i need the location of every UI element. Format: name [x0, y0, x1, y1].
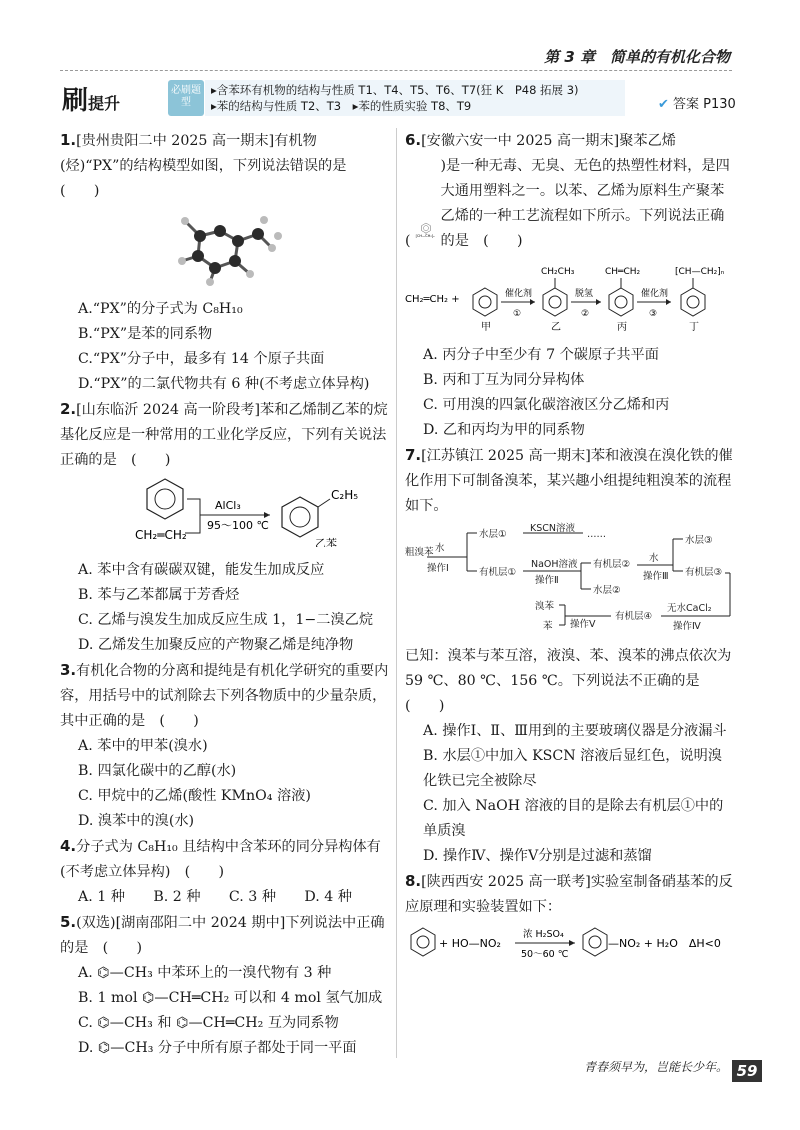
topic-tag: 必刷题型 — [168, 80, 204, 116]
question-stem: [安徽六安一中 2025 高一期末]聚苯乙烯 — [421, 133, 676, 149]
svg-text:[CH—CH₂]ₙ: [CH—CH₂]ₙ — [415, 234, 435, 239]
svg-text:脱氢: 脱氢 — [575, 289, 594, 299]
question-7 — [405, 443, 735, 869]
option-c: C. 可用溴的四氯化碳溶液区分乙烯和丙 — [423, 397, 670, 413]
svg-text:操作Ⅰ: 操作Ⅰ — [427, 563, 449, 574]
option-d: D. ⌬—CH₃ 分子中所有原子都处于同一平面 — [78, 1040, 357, 1056]
question-stem: [陕西西安 2025 高一联考]实验室制备硝基苯的反应原理和实验装置如下： — [405, 874, 733, 915]
question-stem: 分子式为 C₈H₁₀ 且结构中含苯环的同分异构体有(不考虑立体异构) ( ) — [60, 839, 381, 880]
question-number: 7. — [405, 446, 422, 464]
svg-text:有机层④: 有机层④ — [615, 611, 653, 622]
left-column — [60, 128, 390, 1061]
ethylene-formula: CH₂═CH₂ — [135, 528, 187, 542]
svg-text:有机层①: 有机层① — [479, 567, 517, 578]
bromobenzene-purification-flowchart — [405, 521, 735, 642]
question-stem: [江苏镇江 2025 高一期末]苯和液溴在溴化铁的催化作用下可制备溴苯，某兴趣小组提纯粗溴苯的流程如下。 — [405, 448, 733, 514]
svg-text:操作Ⅳ: 操作Ⅳ — [673, 621, 701, 632]
svg-text:操作Ⅱ: 操作Ⅱ — [535, 575, 559, 586]
question-number: 8. — [405, 872, 422, 890]
option-c: C. 乙烯与溴发生加成反应生成 1，1−二溴乙烷 — [78, 612, 374, 628]
svg-text:水: 水 — [435, 543, 445, 554]
svg-text:溴苯: 溴苯 — [535, 601, 555, 612]
option-a: A. ⌬—CH₃ 中苯环上的一溴代物有 3 种 — [78, 965, 332, 981]
svg-text:操作Ⅴ: 操作Ⅴ — [570, 619, 596, 630]
option-a: A. 丙分子中至少有 7 个碳原子共平面 — [423, 347, 659, 363]
px-ball-stick-model — [60, 206, 390, 295]
polystyrene-flowchart — [405, 256, 735, 341]
topic-item: ▸苯的结构与性质 T2、T3 ▸苯的性质实验 T8、T9 — [211, 99, 472, 113]
svg-text:水层③: 水层③ — [685, 535, 713, 546]
option-b: B. 水层①中加入 KSCN 溶液后显红色，说明溴化铁已完全被除尽 — [423, 748, 723, 789]
question-stem: [贵州贵阳二中 2025 高一期末]有机物(烃)“PX”的结构模型如图，下列说法错误的是 ( ) — [60, 133, 361, 199]
logo-small: 提升 — [88, 94, 121, 113]
svg-text:水层②: 水层② — [593, 585, 621, 596]
svg-text:NaOH溶液: NaOH溶液 — [531, 559, 578, 570]
question-1 — [60, 128, 390, 397]
question-stem: (双选)[湖南邵阳二中 2024 期中]下列说法中正确的是 ( ) — [60, 915, 385, 956]
svg-text:丙: 丙 — [617, 322, 627, 332]
svg-text:催化剂: 催化剂 — [641, 289, 669, 299]
svg-text:—NO₂ + H₂O ΔH<0: —NO₂ + H₂O ΔH<0 — [608, 937, 721, 950]
option-b: B.“PX”是苯的同系物 — [78, 326, 213, 342]
option-a: A. 苯中含有碳碳双键，能发生加成反应 — [78, 562, 325, 578]
chapter-title: 第 3 章 简单的有机化合物 — [544, 48, 730, 66]
svg-text:乙: 乙 — [551, 322, 561, 332]
column-divider — [396, 128, 397, 1058]
right-column — [405, 128, 735, 977]
option-c: C. 甲烷中的乙烯(酸性 KMnO₄ 溶液) — [78, 788, 311, 804]
svg-text:[CH—CH₂]ₙ: [CH—CH₂]ₙ — [675, 267, 725, 277]
svg-text:苯: 苯 — [543, 621, 553, 632]
svg-text:有机层③: 有机层③ — [685, 567, 723, 578]
question-stem: [山东临沂 2024 高一阶段考]苯和乙烯制乙苯的烷基化反应是一种常用的工业化学反应，下列有关说法正确的是 ( ) — [60, 402, 388, 468]
option-b: B. 四氯化碳中的乙醇(水) — [78, 763, 237, 779]
svg-text:CH₂CH₃: CH₂CH₃ — [541, 267, 575, 277]
reagent-label: AlCl₃ — [215, 499, 241, 512]
svg-text:CH═CH₂: CH═CH₂ — [605, 267, 641, 277]
check-icon: ✔ — [658, 97, 669, 112]
option-d: D.“PX”的二氯代物共有 6 种(不考虑立体异构) — [78, 376, 370, 392]
option-c: C. ⌬—CH₃ 和 ⌬—CH═CH₂ 互为同系物 — [78, 1015, 339, 1031]
option-b: B. 苯与乙苯都属于芳香烃 — [78, 587, 240, 603]
option-d: D. 乙和丙均为甲的同系物 — [423, 422, 585, 438]
nitration-equation — [405, 922, 735, 975]
topic-item: ▸含苯环有机物的结构与性质 T1、T4、T5、T6、T7(狂 K P48 拓展 3) — [211, 83, 579, 97]
question-number: 1. — [60, 131, 77, 149]
question-6 — [405, 128, 735, 443]
question-number: 6. — [405, 131, 422, 149]
svg-text:有机层②: 有机层② — [593, 559, 631, 570]
question-number: 3. — [60, 661, 77, 679]
question-stem-cont: )是一种无毒、无臭、无色的热塑性材料，是四大通用塑料之一。以苯、乙烯为原料生产聚苯乙烯的一种工艺流程如下所示。下列说法正确的是 ( ) — [440, 158, 730, 249]
question-stem: 有机化合物的分离和提纯是有机化学研究的重要内容，用括号中的试剂除去下列各物质中的少量杂质，其中正确的是 ( ) — [60, 663, 389, 729]
question-number: 5. — [60, 913, 77, 931]
logo-big: 刷 — [62, 86, 89, 116]
answer-ref: ✔ 答案 P130 — [658, 97, 736, 112]
question-number: 2. — [60, 400, 77, 418]
option-c: C. 加入 NaOH 溶液的目的是除去有机层①中的单质溴 — [423, 798, 724, 839]
svg-text:+ HO—NO₂: + HO—NO₂ — [439, 937, 501, 950]
question-5 — [60, 910, 390, 1061]
option-d: D. 乙烯发生加聚反应的产物聚乙烯是纯净物 — [78, 637, 354, 653]
product-name: 乙苯 — [315, 537, 337, 547]
svg-text:水: 水 — [649, 553, 659, 564]
option-c: C.“PX”分子中，最多有 14 个原子共面 — [78, 351, 325, 367]
svg-text:CH₂═CH₂ +: CH₂═CH₂ + — [405, 294, 460, 305]
footer-motto: 青春须早为，岂能长少年。 — [583, 1060, 728, 1074]
svg-text:催化剂: 催化剂 — [505, 289, 533, 299]
option-a: A.“PX”的分子式为 C₈H₁₀ — [78, 301, 243, 317]
svg-text:浓 H₂SO₄: 浓 H₂SO₄ — [523, 929, 564, 940]
svg-text:……: …… — [587, 529, 606, 540]
svg-text:KSCN溶液: KSCN溶液 — [530, 523, 575, 534]
question-8 — [405, 869, 735, 975]
svg-text:①: ① — [513, 309, 522, 319]
options-row: A. 1 种 B. 2 种 C. 3 种 D. 4 种 — [78, 889, 352, 905]
option-a: A. 操作Ⅰ、Ⅱ、Ⅲ用到的主要玻璃仪器是分液漏斗 — [423, 723, 727, 739]
ethyl-group: C₂H₅ — [331, 488, 359, 502]
option-a: A. 苯中的甲苯(溴水) — [78, 738, 208, 754]
svg-text:甲: 甲 — [481, 322, 491, 332]
svg-text:粗溴苯: 粗溴苯 — [405, 547, 434, 558]
svg-text:操作Ⅲ: 操作Ⅲ — [643, 571, 669, 582]
svg-text:水层①: 水层① — [479, 529, 507, 540]
svg-text:②: ② — [581, 309, 590, 319]
known-info: 已知：溴苯与苯互溶，液溴、苯、溴苯的沸点依次为 59 ℃、80 ℃、156 ℃。下列说法不正确的是 ( ) — [405, 648, 732, 714]
question-3 — [60, 658, 390, 834]
topic-list — [205, 80, 625, 116]
question-number: 4. — [60, 837, 77, 855]
section-logo — [62, 80, 120, 117]
svg-text:无水CaCl₂: 无水CaCl₂ — [667, 603, 712, 614]
header-divider — [60, 70, 732, 71]
svg-text:丁: 丁 — [689, 322, 699, 332]
polystyrene-formula: ( [CH—CH₂]ₙ )是一种无毒、无臭、无色的热塑性材料，是四大通用塑料之一。以苯、乙烯为原料生产聚苯乙烯的一种工艺流程如下所示。下列说法正确的是 ( ) — [405, 154, 735, 254]
svg-text:③: ③ — [649, 309, 658, 319]
page-number: 59 — [732, 1060, 762, 1082]
option-d: D. 操作Ⅳ、操作Ⅴ分别是过滤和蒸馏 — [423, 848, 652, 864]
option-b: B. 丙和丁互为同分异构体 — [423, 372, 585, 388]
question-2 — [60, 397, 390, 658]
option-b: B. 1 mol ⌬—CH═CH₂ 可以和 4 mol 氢气加成 — [78, 990, 383, 1006]
condition-label: 95～100 ℃ — [207, 519, 269, 532]
alkylation-equation — [60, 475, 390, 556]
question-4 — [60, 834, 390, 910]
svg-text:50～60 ℃: 50～60 ℃ — [521, 949, 569, 960]
option-d: D. 溴苯中的溴(水) — [78, 813, 195, 829]
